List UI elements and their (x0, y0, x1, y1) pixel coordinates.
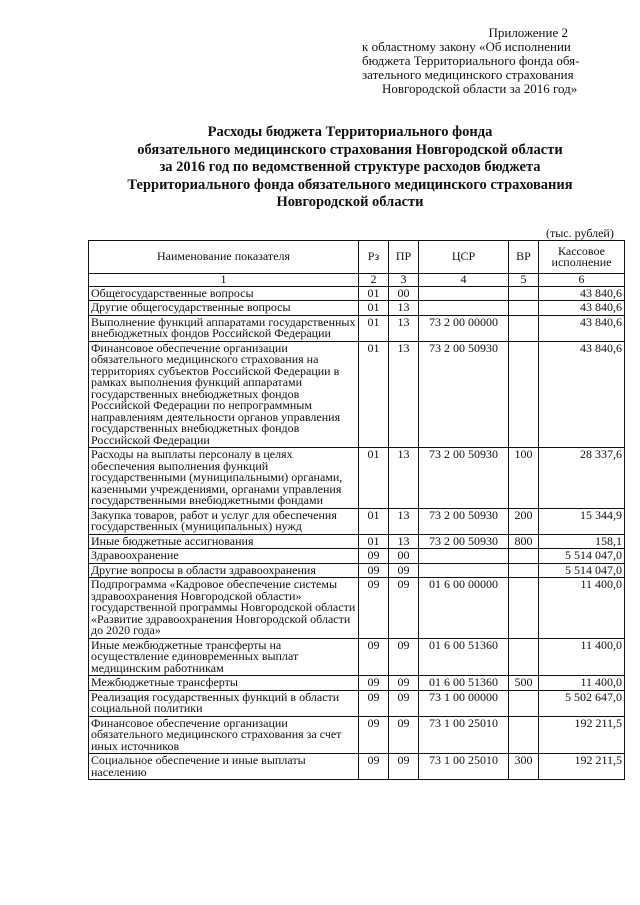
cell-name: Реализация государственных функций в области социальной политики (89, 690, 359, 716)
table-row (89, 716, 625, 754)
cell-pr: 00 (389, 549, 419, 564)
cell-amount: 11 400,0 (539, 578, 625, 639)
cell-csr: 73 2 00 50930 (419, 448, 509, 509)
cell-csr: 73 2 00 50930 (419, 534, 509, 549)
cell-rz: 09 (359, 716, 389, 754)
table-row (89, 563, 625, 578)
cell-amount: 15 344,9 (539, 508, 625, 534)
cell-pr: 13 (389, 448, 419, 509)
document-title (60, 124, 640, 212)
cell-rz: 09 (359, 578, 389, 639)
cell-pr: 09 (389, 578, 419, 639)
cell-name: Социальное обеспечение и иные выплаты населению (89, 754, 359, 780)
cell-vr (509, 563, 539, 578)
column-number-row (89, 274, 625, 287)
cell-rz: 09 (359, 549, 389, 564)
appendix-title: Приложение 2 (488, 25, 568, 40)
table-row (89, 676, 625, 691)
cell-csr (419, 563, 509, 578)
cell-csr: 73 2 00 00000 (419, 315, 509, 341)
cell-name: Финансовое обеспечение организации обязательного медицинского страхования на территориях субъектов Российской Федерации в рамках выполнения функций аппаратами государственных внебюджетных фондов Российской Федерации по непрограммным направлениям деятельности органов управления государственных внебюджетных фондов Российской Федерации (89, 341, 359, 448)
header-rz: Рз (359, 241, 389, 274)
cell-csr: 73 1 00 00000 (419, 690, 509, 716)
cell-name: Межбюджетные трансферты (89, 676, 359, 691)
table-row (89, 286, 625, 301)
cell-vr (509, 638, 539, 676)
cell-vr (509, 716, 539, 754)
cell-csr (419, 301, 509, 316)
cell-name: Подпрограмма «Кадровое обеспечение системы здравоохранения Новгородской области» государственной программы Новгородской области «Развитие здравоохранения Новгородской области до 2020 года» (89, 578, 359, 639)
cell-pr: 09 (389, 638, 419, 676)
cell-vr: 100 (509, 448, 539, 509)
cell-vr: 500 (509, 676, 539, 691)
cell-amount: 192 211,5 (539, 716, 625, 754)
cell-csr: 01 6 00 00000 (419, 578, 509, 639)
header-pr: ПР (389, 241, 419, 274)
cell-vr (509, 286, 539, 301)
column-number: 6 (539, 274, 625, 287)
table-row (89, 448, 625, 509)
cell-vr: 300 (509, 754, 539, 780)
units-note: (тыс. рублей) (546, 226, 614, 240)
cell-vr (509, 341, 539, 448)
cell-csr: 73 2 00 50930 (419, 508, 509, 534)
column-number: 3 (389, 274, 419, 287)
appendix-line: зательного медицинского страхования (362, 67, 574, 82)
title-line: за 2016 год по ведомственной структуре расходов бюджета (159, 159, 541, 175)
cell-amount: 43 840,6 (539, 286, 625, 301)
header-name: Наименование показателя (89, 241, 359, 274)
cell-amount: 28 337,6 (539, 448, 625, 509)
cell-name: Иные бюджетные ассигнования (89, 534, 359, 549)
appendix-line: бюджета Территориального фонда обя- (362, 53, 580, 68)
cell-name: Финансовое обеспечение организации обязательного медицинского страхования за счет иных источников (89, 716, 359, 754)
column-number: 5 (509, 274, 539, 287)
cell-pr: 13 (389, 301, 419, 316)
cell-name: Иные межбюджетные трансферты на осуществление единовременных выплат медицинским работникам (89, 638, 359, 676)
cell-amount: 11 400,0 (539, 676, 625, 691)
table-row (89, 578, 625, 639)
cell-rz: 09 (359, 754, 389, 780)
cell-amount: 5 514 047,0 (539, 549, 625, 564)
cell-csr (419, 549, 509, 564)
cell-vr (509, 315, 539, 341)
cell-csr: 73 2 00 50930 (419, 341, 509, 448)
cell-pr: 09 (389, 690, 419, 716)
table-row (89, 690, 625, 716)
cell-rz: 09 (359, 638, 389, 676)
cell-pr: 09 (389, 563, 419, 578)
cell-csr: 73 1 00 25010 (419, 754, 509, 780)
header-vr: ВР (509, 241, 539, 274)
cell-vr (509, 690, 539, 716)
expenses-table (88, 240, 625, 780)
cell-csr: 73 1 00 25010 (419, 716, 509, 754)
title-line: Новгородской области (276, 194, 424, 210)
header-amount: Кассовое исполнение (539, 241, 625, 274)
table-row (89, 301, 625, 316)
cell-name: Выполнение функций аппаратами государственных внебюджетных фондов Российской Федерации (89, 315, 359, 341)
cell-csr: 01 6 00 51360 (419, 638, 509, 676)
header-row (89, 241, 625, 274)
cell-vr: 800 (509, 534, 539, 549)
table-row (89, 638, 625, 676)
cell-rz: 01 (359, 315, 389, 341)
cell-rz: 01 (359, 448, 389, 509)
cell-rz: 01 (359, 341, 389, 448)
cell-pr: 13 (389, 508, 419, 534)
cell-rz: 01 (359, 301, 389, 316)
cell-amount: 43 840,6 (539, 301, 625, 316)
cell-name: Другие вопросы в области здравоохранения (89, 563, 359, 578)
table-row (89, 549, 625, 564)
cell-amount: 43 840,6 (539, 315, 625, 341)
cell-pr: 13 (389, 534, 419, 549)
column-number: 4 (419, 274, 509, 287)
cell-amount: 5 502 647,0 (539, 690, 625, 716)
table-row (89, 754, 625, 780)
cell-rz: 09 (359, 676, 389, 691)
table-row (89, 534, 625, 549)
cell-name: Расходы на выплаты персоналу в целях обеспечения выполнения функций государственными (муниципальными) органами, казенными учреждениями, органами управления государственными внебюджетными фондами (89, 448, 359, 509)
cell-vr (509, 549, 539, 564)
cell-vr (509, 578, 539, 639)
cell-pr: 00 (389, 286, 419, 301)
cell-csr: 01 6 00 51360 (419, 676, 509, 691)
cell-rz: 09 (359, 563, 389, 578)
cell-rz: 09 (359, 690, 389, 716)
cell-amount: 5 514 047,0 (539, 563, 625, 578)
table-row (89, 341, 625, 448)
cell-vr: 200 (509, 508, 539, 534)
cell-csr (419, 286, 509, 301)
cell-name: Закупка товаров, работ и услуг для обеспечения государственных (муниципальных) нужд (89, 508, 359, 534)
cell-rz: 01 (359, 508, 389, 534)
cell-amount: 11 400,0 (539, 638, 625, 676)
table-row (89, 508, 625, 534)
cell-pr: 09 (389, 754, 419, 780)
header-csr: ЦСР (419, 241, 509, 274)
appendix-line: Новгородской области за 2016 год» (382, 81, 578, 96)
table-row (89, 315, 625, 341)
cell-name: Здравоохранение (89, 549, 359, 564)
cell-pr: 13 (389, 341, 419, 448)
appendix-note (362, 26, 624, 96)
cell-pr: 13 (389, 315, 419, 341)
appendix-line: к областному закону «Об исполнении (362, 39, 571, 54)
cell-pr: 09 (389, 716, 419, 754)
cell-vr (509, 301, 539, 316)
column-number: 1 (89, 274, 359, 287)
column-number: 2 (359, 274, 389, 287)
cell-amount: 158,1 (539, 534, 625, 549)
cell-pr: 09 (389, 676, 419, 691)
cell-amount: 43 840,6 (539, 341, 625, 448)
title-line: обязательного медицинского страхования Новгородской области (137, 141, 563, 158)
title-line: Территориального фонда обязательного медицинского страхования (127, 176, 573, 193)
cell-name: Другие общегосударственные вопросы (89, 301, 359, 316)
title-line: Расходы бюджета Территориального фонда (207, 124, 493, 140)
cell-rz: 01 (359, 286, 389, 301)
cell-name: Общегосударственные вопросы (89, 286, 359, 301)
cell-rz: 01 (359, 534, 389, 549)
cell-amount: 192 211,5 (539, 754, 625, 780)
